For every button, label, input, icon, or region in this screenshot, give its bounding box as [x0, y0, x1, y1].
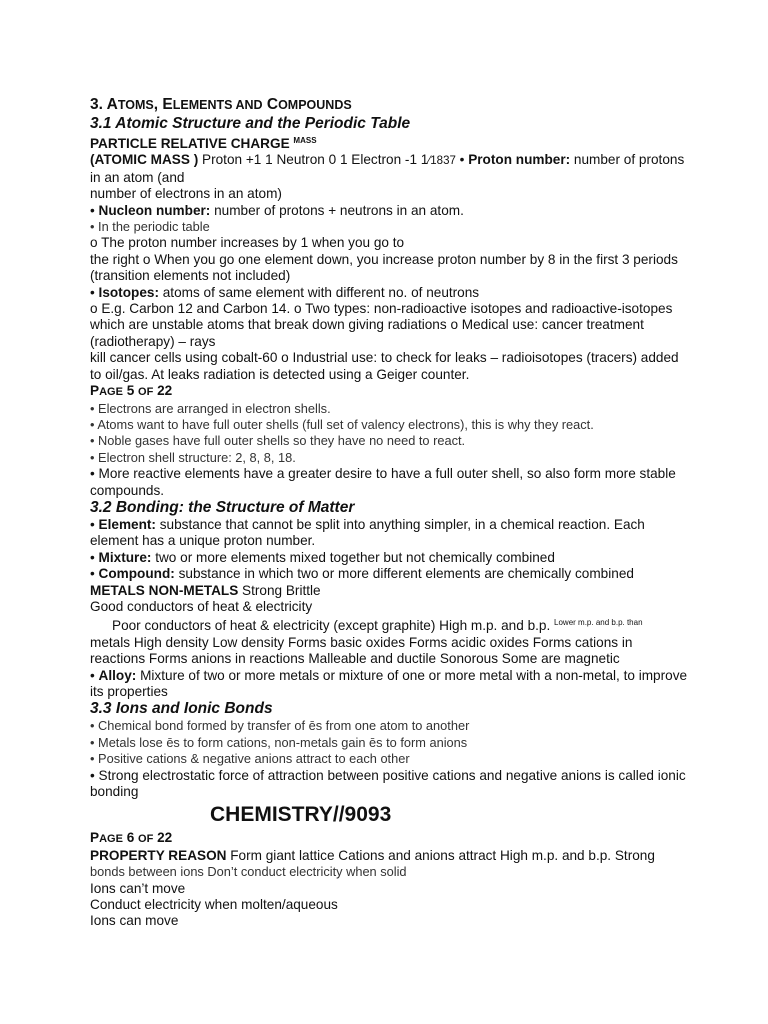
proton-number-label: Proton number: [468, 152, 571, 168]
page-6-label [90, 830, 690, 847]
section-3-3-title: 3.3 Ions and Ionic Bonds [90, 700, 273, 718]
metals-line [90, 583, 690, 599]
page-number: 5 [122, 383, 139, 399]
ionic-bullet: • Chemical bond formed by transfer of ēs from one atom to another [90, 718, 470, 734]
periodic-o1: o The proton number increases by 1 when you go to [90, 235, 405, 251]
nucleon-text: number of protons + neutrons in an atom. [210, 202, 464, 218]
property-label: PROPERTY REASON [90, 847, 227, 863]
page-age: AGE [99, 386, 123, 399]
page-total: 22 [153, 830, 173, 846]
mixture-text: two or more elements mixed together but not chemically combined [151, 549, 555, 565]
heading-a: A [106, 96, 118, 113]
electron-bullet: • Electron shell structure: 2, 8, 8, 18. [90, 449, 296, 465]
page-number: 6 [122, 830, 139, 846]
page-5-label [90, 383, 690, 400]
electron-bullet: • Atoms want to have full outer shells (full set of valency electrons), this is why they react. [90, 416, 594, 432]
property-line-2: bonds between ions Don’t conduct electricity when solid [90, 864, 407, 880]
nucleon-line: • Nucleon number: number of protons + neutrons in an atom. [90, 202, 464, 218]
bullet: • [455, 152, 469, 168]
isotopes-line: • Isotopes: atoms of same element with different no. of neutrons [90, 284, 480, 300]
table-head-sup: MASS [293, 136, 317, 145]
proton-number-text-2: number of electrons in an atom) [90, 186, 282, 202]
alloy-label: Alloy: [98, 667, 137, 683]
particle-values: Proton +1 1 Neutron 0 1 Electron -1 1 [198, 152, 429, 168]
isotopes-label: Isotopes: [98, 284, 159, 300]
heading-ompounds: OMPOUNDS [278, 98, 352, 112]
property-line-4: Conduct electricity when molten/aqueous [90, 897, 338, 913]
good-conductors: Good conductors of heat & electricity [90, 598, 313, 614]
element-line: • Element: substance that cannot be split into anything simpler, in a chemical reaction. Each element has a unique proton number. [90, 516, 645, 549]
chemistry-title: CHEMISTRY//9093 [210, 803, 392, 827]
mixture-label: Mixture: [98, 549, 152, 565]
compound-label: Compound: [98, 566, 175, 582]
atomic-mass-label: (ATOMIC MASS ) [90, 152, 199, 168]
mixture-line: • Mixture: two or more elements mixed together but not chemically combined [90, 549, 555, 565]
metals-label: METALS NON-METALS [90, 582, 239, 598]
electron-bullet: • Electrons are arranged in electron shells. [90, 400, 331, 416]
property-line-5: Ions can move [90, 913, 179, 929]
ionic-bullet: • Positive cations & negative anions attract to each other [90, 751, 410, 767]
poor-conductors-text: Poor conductors of heat & electricity (except graphite) High m.p. and b.p. [112, 618, 555, 634]
heading-c: C [266, 96, 279, 113]
isotopes-detail-2: kill cancer cells using cobalt-60 o Industrial use: to check for leaks – radioisotopes (tracers) added to oil/gas. At leaks radiation is detected using a Geiger counter. [90, 350, 679, 382]
poor-conductors [90, 615, 690, 634]
periodic-bullet: • In the periodic table [90, 219, 210, 235]
ionic-bullet: • Metals lose ēs to form cations, non-metals gain ēs to form anions [90, 734, 468, 750]
heading-toms: TOMS [117, 98, 154, 112]
particle-table-head [90, 133, 690, 152]
element-label: Element: [98, 516, 156, 532]
page-age: AGE [99, 833, 123, 846]
page-of: OF [138, 386, 154, 399]
ionic-bullet: • Strong electrostatic force of attraction between positive cations and negative anions is called ionic bonding [90, 767, 686, 800]
page-total: 22 [153, 383, 173, 399]
poor-conductors-sup: Lower m.p. and b.p. than [554, 618, 643, 628]
section-3-1-title: 3.1 Atomic Structure and the Periodic Table [90, 115, 411, 132]
property-line-3: Ions can’t move [90, 880, 186, 896]
page-p: P [90, 830, 100, 846]
atomic-mass-line [90, 152, 690, 186]
element-text: substance that cannot be split into anything simpler, in a chemical reaction. Each element has a unique proton number. [90, 516, 645, 549]
property-text: Form giant lattice Cations and anions attract High m.p. and b.p. Strong [226, 847, 655, 863]
page-of: OF [138, 833, 154, 846]
electron-bullet: • Noble gases have full outer shells so they have no need to react. [90, 433, 466, 449]
table-head-text: PARTICLE RELATIVE CHARGE [90, 136, 290, 151]
document-page [90, 93, 690, 930]
compound-line: • Compound: substance in which two or more different elements are chemically combined [90, 566, 634, 582]
chapter-heading: 3. ATOMS, ELEMENTS AND COMPOUNDS [90, 96, 352, 113]
alloy-text: Mixture of two or more metals or mixture of one or more metal with a non-metal, to improve its properties [90, 667, 688, 699]
heading-lements: LEMENTS AND [172, 98, 263, 112]
proton-number-text: number of protons in an atom (and [90, 152, 685, 185]
metals-text: Strong Brittle [238, 582, 321, 598]
isotopes-detail: o E.g. Carbon 12 and Carbon 14. o Two types: non-radioactive isotopes and radioactive-isotopes which are unstable atoms that break down giving radiations o Medical use: cancer treatment (radiotherapy) – rays [90, 301, 673, 349]
page-p: P [90, 383, 100, 399]
isotopes-text: atoms of same element with different no. of neutrons [158, 284, 480, 300]
alloy-line: • Alloy: Mixture of two or more metals or mixture of one or more metal with a non-metal, to improve its properties [90, 667, 688, 699]
electron-mass-fraction: ⁄1837 [428, 155, 456, 168]
heading-number: 3. [90, 96, 107, 113]
section-3-2-title: 3.2 Bonding: the Structure of Matter [90, 498, 355, 516]
compound-text: substance in which two or more different elements are chemically combined [174, 566, 634, 582]
metals-properties: metals High density Low density Forms basic oxides Forms acidic oxides Forms cations in reactions Forms anions in reactions Malleable and ductile Sonorous Some are magnetic [90, 634, 633, 667]
periodic-o2: the right o When you go one element down, you increase proton number by 8 in the first 3 periods (transition elements not included) [90, 251, 678, 284]
property-line [90, 848, 690, 864]
reactive-bullet: • More reactive elements have a greater desire to have a full outer shell, so also form more stable compounds. [90, 466, 676, 498]
nucleon-label: Nucleon number: [98, 202, 211, 218]
heading-e: E [162, 96, 173, 113]
